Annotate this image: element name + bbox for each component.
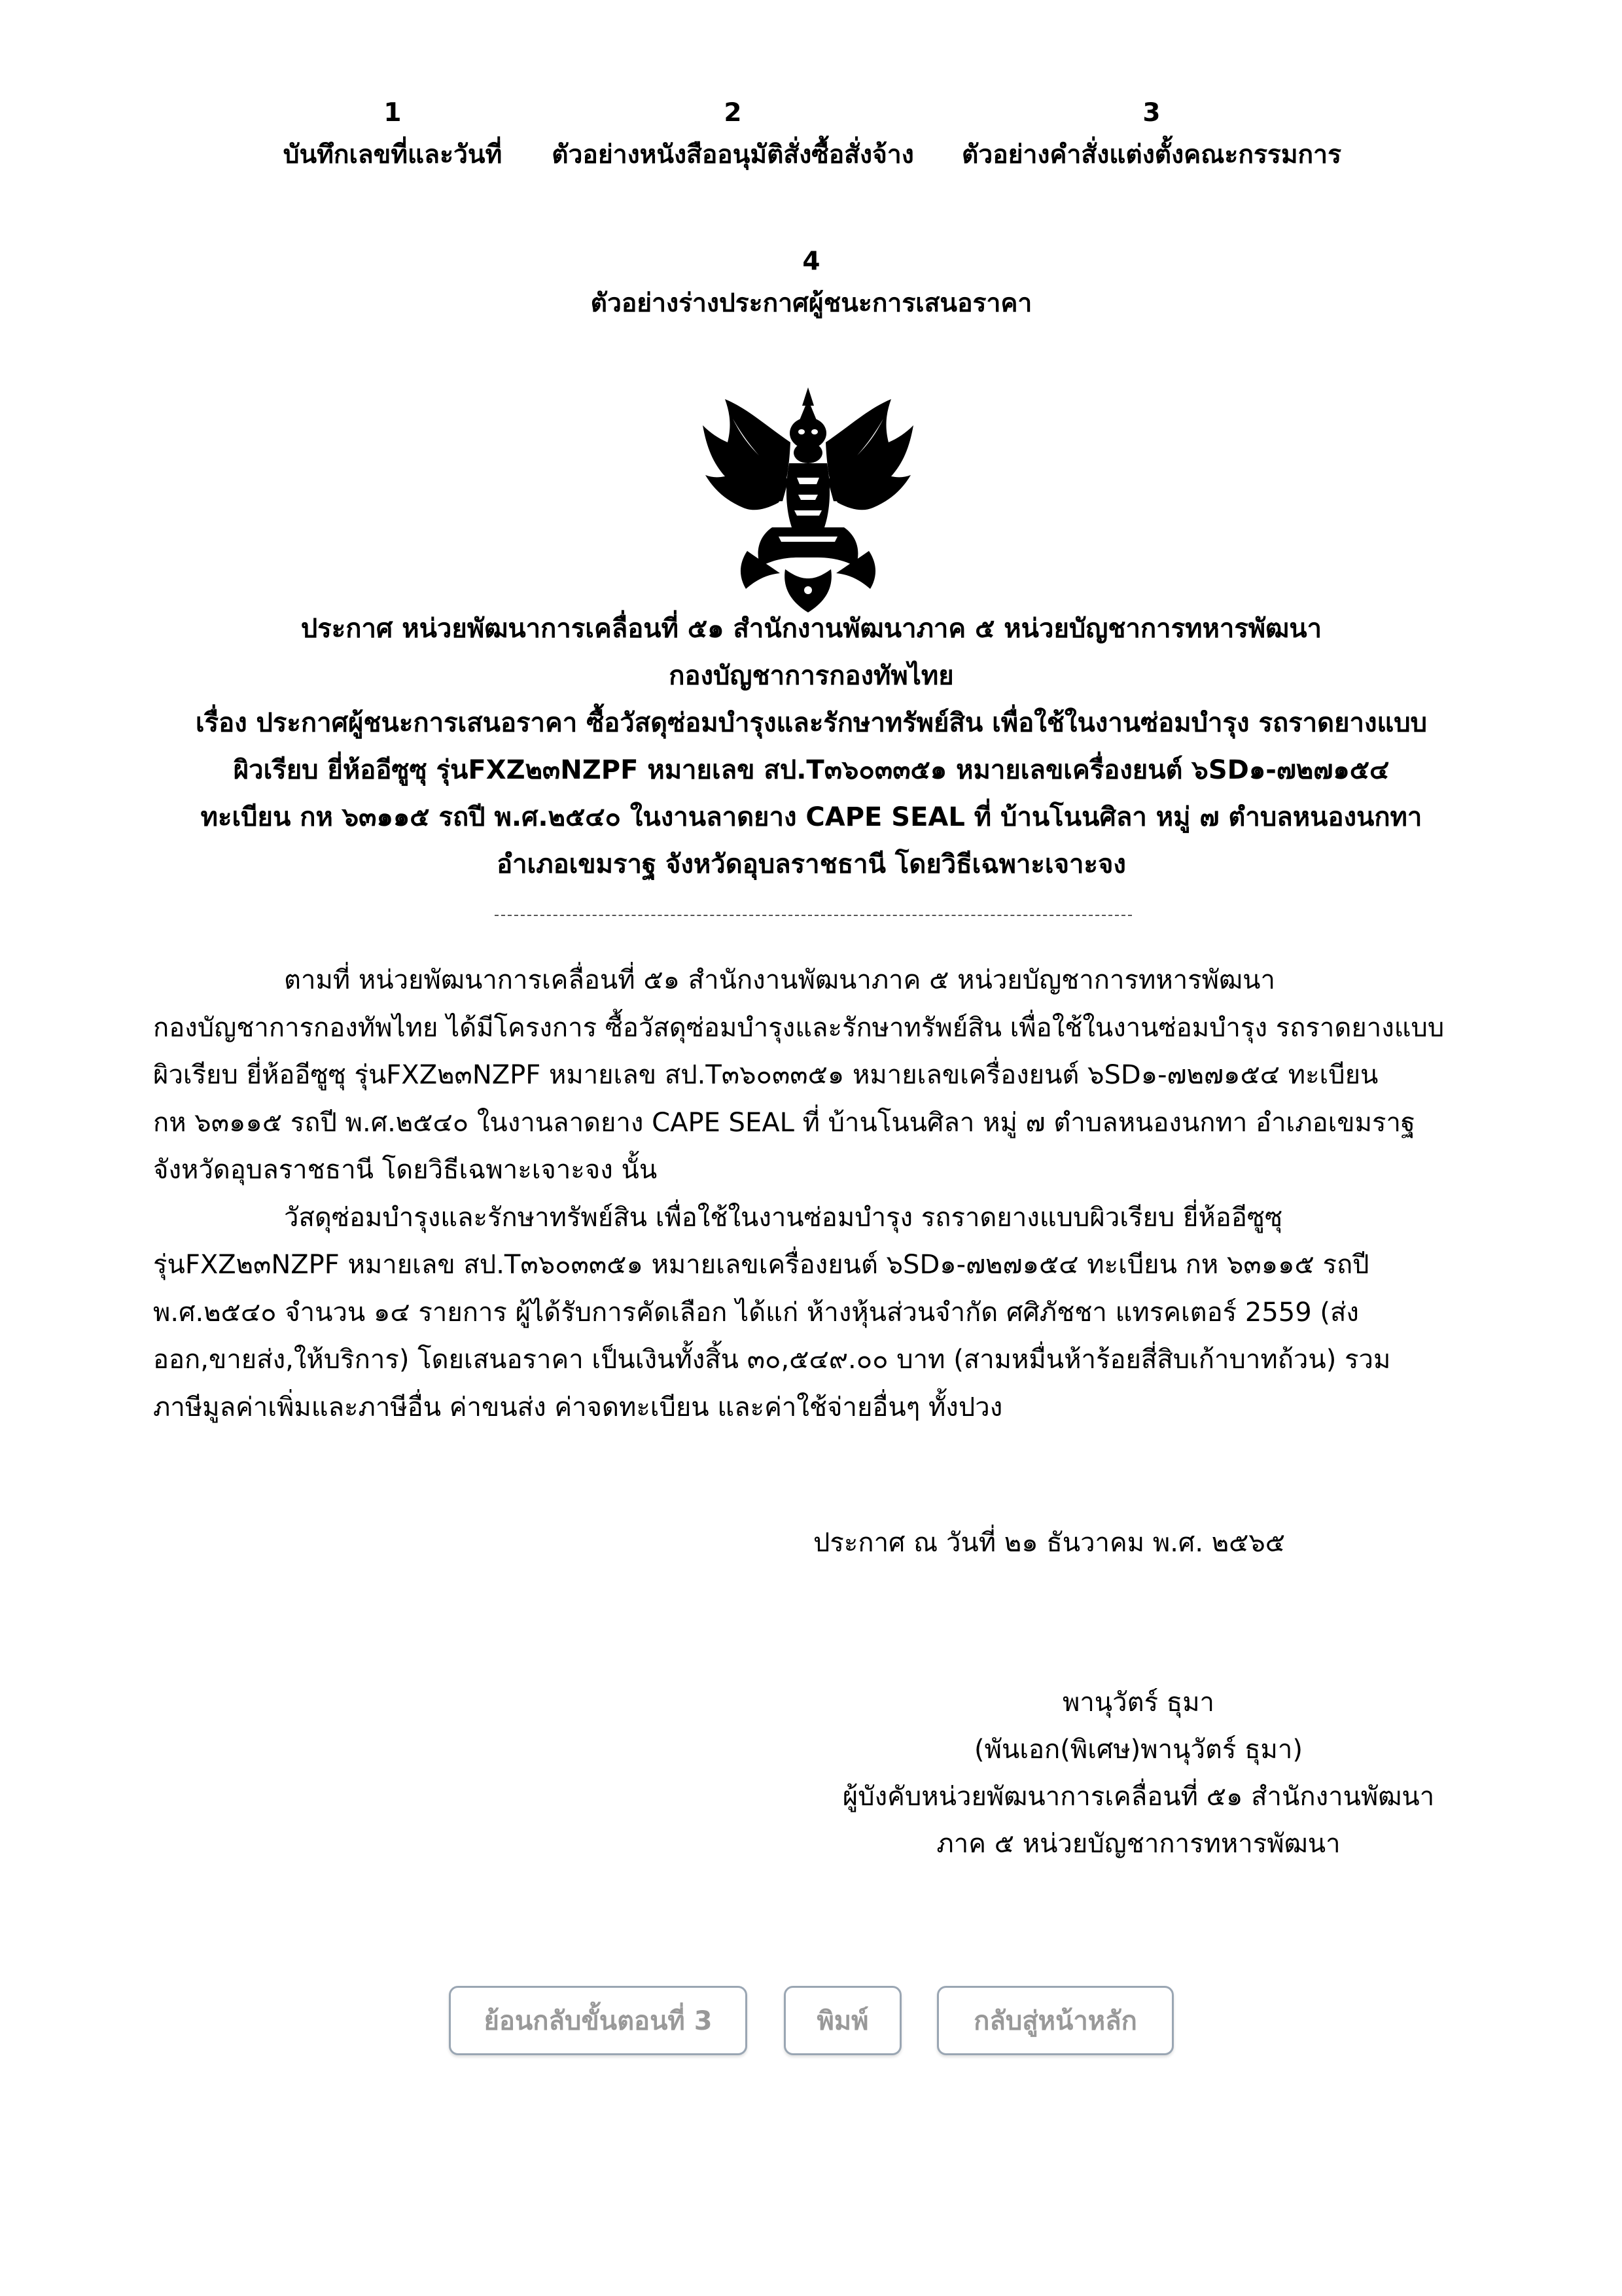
home-button[interactable]: กลับสู่หน้าหลัก bbox=[937, 1986, 1174, 2055]
step-tab-2[interactable] bbox=[530, 95, 936, 173]
body-line: วัสดุซ่อมบำรุงและรักษาทรัพย์สิน เพื่อใช้ในงานซ่อมบำรุง รถราดยางแบบผิวเรียบ ยี่ห้ออีซูซุ bbox=[284, 1202, 1283, 1233]
signature-block bbox=[818, 1679, 1459, 1867]
step-label: ตัวอย่างคำสั่งแต่งตั้งคณะกรรมการ bbox=[961, 140, 1342, 169]
step-label: ตัวอย่างหนังสืออนุมัติสั่งซื้อสั่งจ้าง bbox=[552, 140, 914, 169]
step-number: 1 bbox=[383, 98, 402, 128]
signer-position: ภาค ๕ หน่วยบัญชาการทหารพัฒนา bbox=[936, 1829, 1341, 1859]
body-line: พ.ศ.๒๕๔๐ จำนวน ๑๔ รายการ ผู้ได้รับการคัดเลือก ได้แก่ ห้างหุ้นส่วนจำกัด ศศิภัชชา แทรคเตอร์ 2559 (ส่ง bbox=[153, 1297, 1359, 1328]
body-line: ภาษีมูลค่าเพิ่มและภาษีอื่น ค่าขนส่ง ค่าจดทะเบียน และค่าใช้จ่ายอื่นๆ ทั้งปวง bbox=[153, 1392, 1003, 1422]
back-to-step-3-button[interactable]: ย้อนกลับขั้นตอนที่ 3 bbox=[449, 1986, 747, 2055]
body-line: กองบัญชาการกองทัพไทย ได้มีโครงการ ซื้อวัสดุซ่อมบำรุงและรักษาทรัพย์สิน เพื่อใช้ในงานซ่อมบำรุง รถราดยางแบบ bbox=[153, 1012, 1445, 1043]
step-tab-4[interactable] bbox=[550, 243, 1073, 322]
body-line: ออก,ขายส่ง,ให้บริการ) โดยเสนอราคา เป็นเงินทั้งสิ้น ๓๐,๕๔๙.๐๐ บาท (สามหมื่นห้าร้อยสี่สิบเก้าบาทถ้วน) รวม bbox=[153, 1345, 1391, 1375]
body-line: กห ๖๓๑๑๕ รถปี พ.ศ.๒๕๔๐ ในงานลาดยาง CAPE SEAL ที่ บ้านโนนศิลา หมู่ ๗ ตำบลหนองนกทา อำเภอเขมราฐ bbox=[153, 1107, 1416, 1138]
signer-rank-name: (พันเอก(พิเศษ)พานุวัตร์ ธุมา) bbox=[974, 1735, 1303, 1765]
body-line: ผิวเรียบ ยี่ห้ออีซูซุ รุ่นFXZ๒๓NZPF หมายเลข สป.T๓๖๐๓๓๕๑ หมายเลขเครื่องยนต์ ๖SD๑-๗๒๗๑๕๔ ทะเบียน bbox=[153, 1060, 1379, 1090]
step-tab-1[interactable] bbox=[268, 95, 517, 173]
announcement-date: ประกาศ ณ วันที่ ๒๑ ธันวาคม พ.ศ. ๒๕๖๕ bbox=[813, 1528, 1286, 1558]
step-number: 4 bbox=[802, 247, 820, 276]
garuda-emblem-icon bbox=[687, 380, 929, 622]
title-line: กองบัญชาการกองทัพไทย bbox=[669, 661, 954, 691]
title-line: อำเภอเขมราฐ จังหวัดอุบลราชธานี โดยวิธีเฉพาะเจาะจง bbox=[497, 849, 1126, 879]
title-line: ทะเบียน กห ๖๓๑๑๕ รถปี พ.ศ.๒๕๔๐ ในงานลาดยาง CAPE SEAL ที่ บ้านโนนศิลา หมู่ ๗ ตำบลหนองนกทา bbox=[200, 802, 1422, 832]
title-line: ประกาศ หน่วยพัฒนาการเคลื่อนที่ ๕๑ สำนักงานพัฒนาภาค ๕ หน่วยบัญชาการทหารพัฒนา bbox=[300, 614, 1322, 644]
title-line: เรื่อง ประกาศผู้ชนะการเสนอราคา ซื้อวัสดุซ่อมบำรุงและรักษาทรัพย์สิน เพื่อใช้ในงานซ่อมบำรุง รถราดยางแบบ bbox=[195, 708, 1428, 738]
announcement-title bbox=[118, 605, 1505, 888]
step-label: บันทึกเลขที่และวันที่ bbox=[283, 140, 502, 169]
body-line: จังหวัดอุบลราชธานี โดยวิธีเฉพาะเจาะจง นั้น bbox=[153, 1155, 658, 1185]
body-line: รุ่นFXZ๒๓NZPF หมายเลข สป.T๓๖๐๓๓๕๑ หมายเลขเครื่องยนต์ ๖SD๑-๗๒๗๑๕๔ ทะเบียน กห ๖๓๑๑๕ รถปี bbox=[153, 1250, 1369, 1280]
body-line: ตามที่ หน่วยพัฒนาการเคลื่อนที่ ๕๑ สำนักงานพัฒนาภาค ๕ หน่วยบัญชาการทหารพัฒนา bbox=[284, 965, 1275, 995]
dashed-divider bbox=[495, 915, 1132, 916]
print-button[interactable]: พิมพ์ bbox=[784, 1986, 902, 2055]
step-label: ตัวอย่างร่างประกาศผู้ชนะการเสนอราคา bbox=[590, 289, 1032, 318]
step-number: 2 bbox=[724, 98, 742, 128]
announcement-body bbox=[153, 957, 1468, 1431]
signer-name: พานุวัตร์ ธุมา bbox=[1062, 1687, 1215, 1718]
step-number: 3 bbox=[1142, 98, 1161, 128]
step-tab-3[interactable] bbox=[942, 95, 1361, 173]
title-line: ผิวเรียบ ยี่ห้ออีซูซุ รุ่นFXZ๒๓NZPF หมายเลข สป.T๓๖๐๓๓๕๑ หมายเลขเครื่องยนต์ ๖SD๑-๗๒๗๑๕๔ bbox=[233, 755, 1390, 785]
signer-position: ผู้บังคับหน่วยพัฒนาการเคลื่อนที่ ๕๑ สำนักงานพัฒนา bbox=[842, 1782, 1435, 1812]
